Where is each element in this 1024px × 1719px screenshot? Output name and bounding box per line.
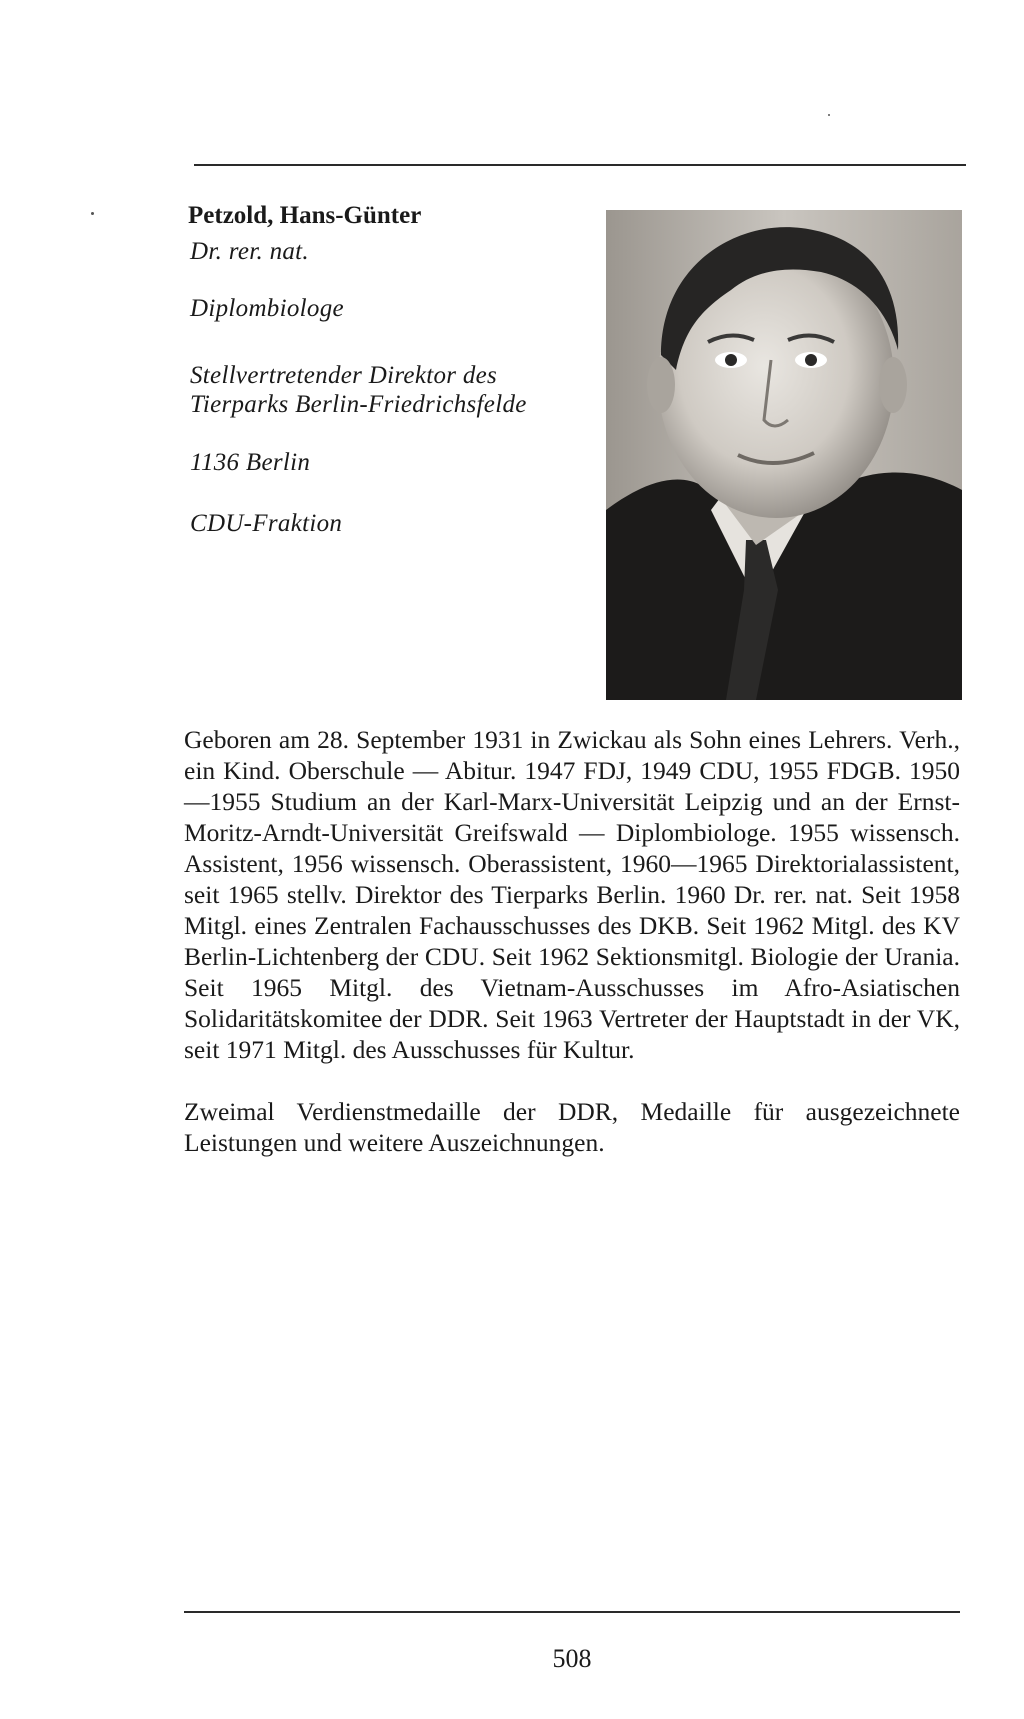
portrait-photo xyxy=(606,210,962,700)
top-rule xyxy=(194,164,966,166)
print-speck xyxy=(828,114,830,116)
biography-text: Geboren am 28. September 1931 in Zwickau als Sohn eines Lehrers. Verh., ein Kind. Oberschule — Abitur. 1947 FDJ, 1949 CDU, 1955 FDGB. 1950—1955 Studium an der Karl-Marx-Universität Leipzig und an der Ernst-Moritz-Arndt-Universität Greifswald — Diplombiologe. 1955 wissensch. Assistent, 1956 wissensch. Oberassistent, 1960—1965 Direktorialassistent, seit 1965 stellv. Direktor des Tierparks Berlin. 1960 Dr. rer. nat. Seit 1958 Mitgl. eines Zentralen Fachausschusses des DKB. Seit 1962 Mitgl. des KV Berlin-Lichtenberg der CDU. Seit 1962 Sektionsmitgl. Biologie der Urania. Seit 1965 Mitgl. des Vietnam-Ausschusses im Afro-Asiatischen Solidaritätskomitee der DDR. Seit 1963 Vertreter der Hauptstadt in der VK, seit 1971 Mitgl. des Ausschusses für Kultur. xyxy=(184,725,960,1064)
person-name: Petzold, Hans-Günter xyxy=(188,202,422,229)
bottom-rule xyxy=(184,1611,960,1613)
awards-text: Zweimal Verdienstmedaille der DDR, Medaille für ausgezeichnete Leistungen und weitere Auszeichnungen. xyxy=(184,1097,960,1157)
location: 1136 Berlin xyxy=(190,449,311,476)
position-line-1: Stellvertretender Direktor des xyxy=(190,362,498,389)
position-line-2: Tierparks Berlin-Friedrichsfelde xyxy=(190,391,527,418)
academic-title: Dr. rer. nat. xyxy=(190,238,309,265)
print-speck xyxy=(91,212,94,215)
page-number: 508 xyxy=(552,1644,592,1673)
profession: Diplombiologe xyxy=(190,295,344,322)
faction: CDU-Fraktion xyxy=(190,510,343,537)
